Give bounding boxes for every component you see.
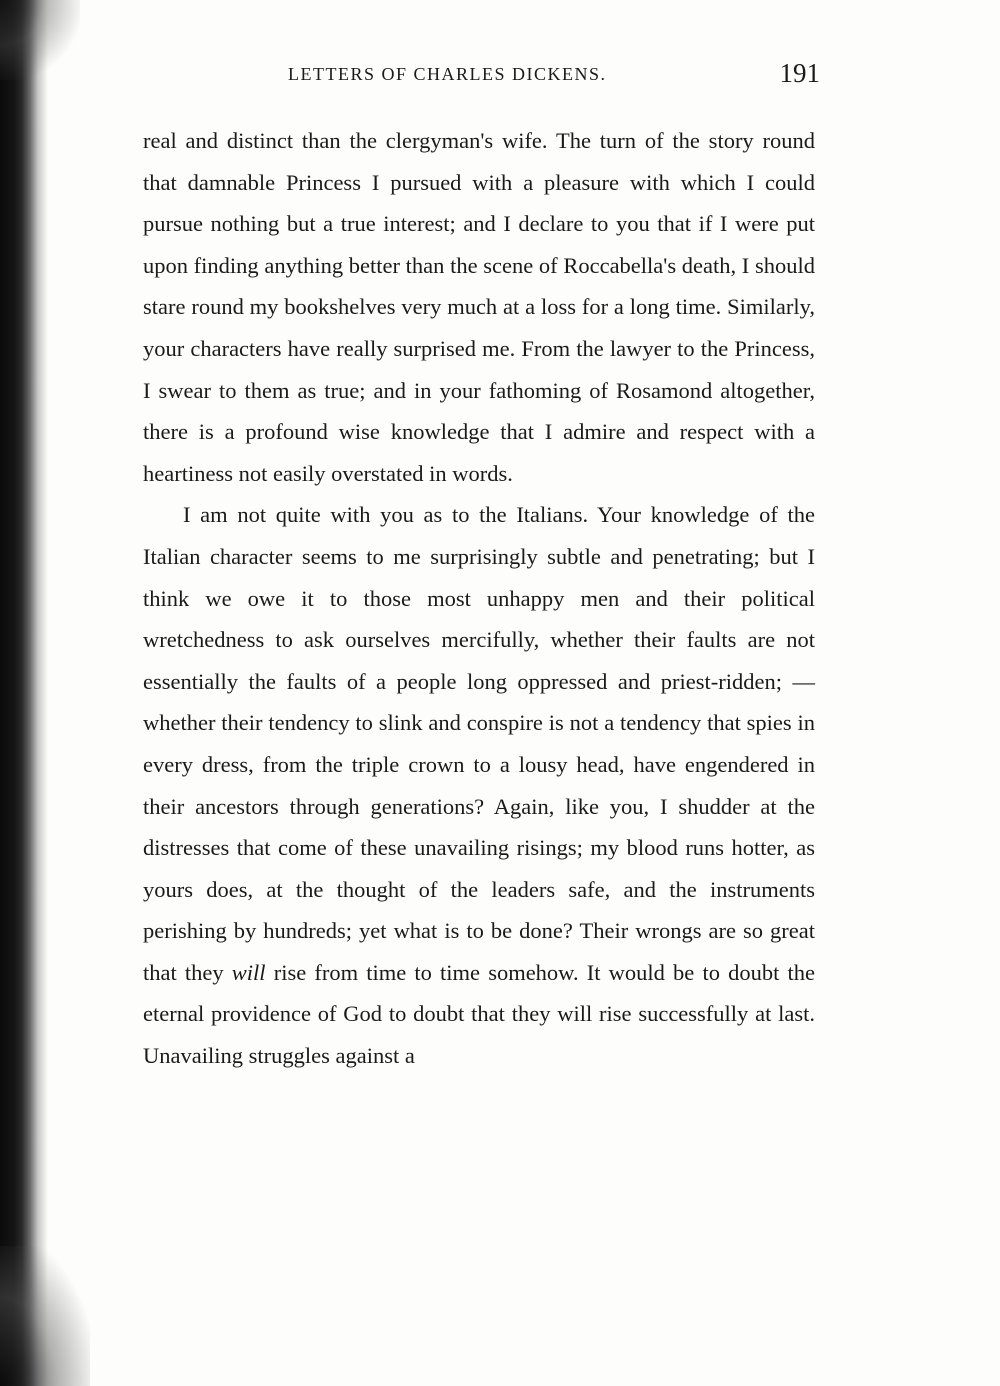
- emphasis-text: will: [231, 959, 266, 985]
- paragraph: [143, 120, 815, 494]
- binding-shadow-top: [0, 0, 80, 80]
- text-run: real and distinct than the clergyman's wife. The turn of the story round that damnable Princess I pursued with a pleasure with which I could pursue nothing but a true interest; and I declare to you that if I were put upon finding anything better than the scene of Roccabella's death, I should stare round my bookshelves very much at a loss for a long time. Similarly, your characters have really surprised me. From the lawyer to the Princess, I swear to them as true; and in your fathoming of Rosamond altogether, there is a profound wise knowledge that I admire and respect with a heartiness not easily overstated in words.: [143, 128, 815, 486]
- running-head: [140, 58, 820, 92]
- binding-shadow-bottom: [0, 1246, 90, 1386]
- running-title: LETTERS OF CHARLES DICKENS.: [288, 64, 607, 84]
- text-run: I am not quite with you as to the Italians. Your knowledge of the Italian character seems to me surprisingly subtle and penetrating; but I think we owe it to those most unhappy men and their political wretchedness to ask ourselves mercifully, whether their faults are not essentially the faults of a people long oppressed and priest-ridden; —whether their tendency to slink and conspire is not a tendency that spies in every dress, from the triple crown to a lousy head, have engendered in their ancestors through generations? Again, like you, I shudder at the distresses that come of these unavailing risings; my blood runs hotter, as yours does, at the thought of the leaders safe, and the instruments perishing by hundreds; yet what is to be done? Their wrongs are so great that they: [143, 502, 815, 985]
- binding-edge: [0, 0, 48, 1386]
- page-number: 191: [779, 58, 820, 88]
- body-text: [143, 120, 815, 1077]
- paragraph: [143, 494, 815, 1076]
- text-run: rise from time to time somehow. It would be to doubt the eternal providence of God to doubt that they will rise successfully at last. Unavailing struggles against a: [143, 959, 815, 1069]
